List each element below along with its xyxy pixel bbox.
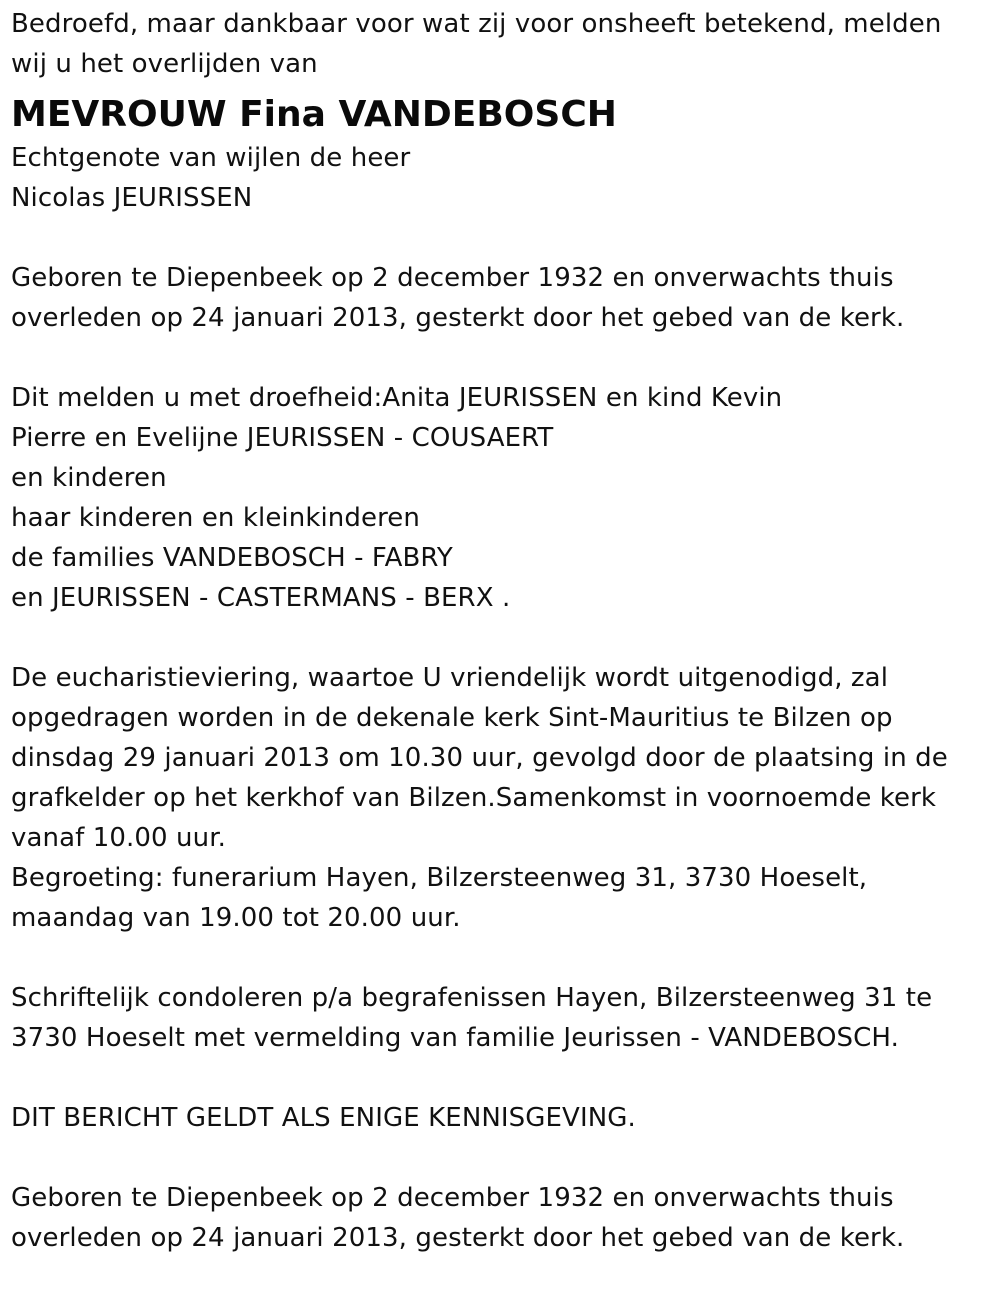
mourners-line: de families VANDEBOSCH - FABRY xyxy=(11,543,453,573)
service-line: opgedragen worden in de dekenale kerk Sint-Mauritius te Bilzen op xyxy=(11,703,893,733)
birth-death-paragraph xyxy=(11,258,991,338)
birth-death-repeat-paragraph xyxy=(11,1178,991,1258)
mourners-line: haar kinderen en kleinkinderen xyxy=(11,503,420,533)
obituary-document xyxy=(11,4,991,1258)
spacer xyxy=(11,618,991,658)
spacer xyxy=(11,218,991,258)
birth-death-line: overleden op 24 januari 2013, gesterkt door het gebed van de kerk. xyxy=(11,303,905,333)
birth-death-line: Geboren te Diepenbeek op 2 december 1932 en onverwachts thuis xyxy=(11,263,894,293)
intro-line: wij u het overlijden van xyxy=(11,49,318,79)
birth-death-repeat-line: overleden op 24 januari 2013, gesterkt door het gebed van de kerk. xyxy=(11,1223,905,1253)
service-line: dinsdag 29 januari 2013 om 10.30 uur, gevolgd door de plaatsing in de xyxy=(11,743,948,773)
intro-line: Bedroefd, maar dankbaar voor wat zij voor onsheeft betekend, melden xyxy=(11,9,942,39)
service-paragraph xyxy=(11,658,991,938)
mourners-line: en JEURISSEN - CASTERMANS - BERX . xyxy=(11,583,511,613)
intro-paragraph xyxy=(11,4,991,84)
spouse-line: Echtgenote van wijlen de heer xyxy=(11,143,411,173)
condolences-line: Schriftelijk condoleren p/a begrafenissen Hayen, Bilzersteenweg 31 te xyxy=(11,983,933,1013)
spacer xyxy=(11,938,991,978)
mourners-line: Dit melden u met droefheid:Anita JEURISSEN en kind Kevin xyxy=(11,383,783,413)
service-line: De eucharistieviering, waartoe U vriendelijk wordt uitgenodigd, zal xyxy=(11,663,889,693)
spacer xyxy=(11,1058,991,1098)
deceased-name: MEVROUW Fina VANDEBOSCH xyxy=(11,94,617,135)
birth-death-repeat-line: Geboren te Diepenbeek op 2 december 1932 en onverwachts thuis xyxy=(11,1183,894,1213)
service-line: vanaf 10.00 uur. xyxy=(11,823,226,853)
spouse-line: Nicolas JEURISSEN xyxy=(11,183,253,213)
service-line: Begroeting: funerarium Hayen, Bilzersteenweg 31, 3730 Hoeselt, xyxy=(11,863,868,893)
condolences-paragraph xyxy=(11,978,991,1058)
mourners-paragraph xyxy=(11,378,991,618)
service-line: grafkelder op het kerkhof van Bilzen.Samenkomst in voornoemde kerk xyxy=(11,783,937,813)
mourners-line: en kinderen xyxy=(11,463,167,493)
spacer xyxy=(11,338,991,378)
spacer xyxy=(11,1138,991,1178)
mourners-line: Pierre en Evelijne JEURISSEN - COUSAERT xyxy=(11,423,554,453)
condolences-line: 3730 Hoeselt met vermelding van familie Jeurissen - VANDEBOSCH. xyxy=(11,1023,899,1053)
deceased-block xyxy=(11,92,991,218)
service-line: maandag van 19.00 tot 20.00 uur. xyxy=(11,903,461,933)
notice-line: DIT BERICHT GELDT ALS ENIGE KENNISGEVING. xyxy=(11,1103,636,1133)
